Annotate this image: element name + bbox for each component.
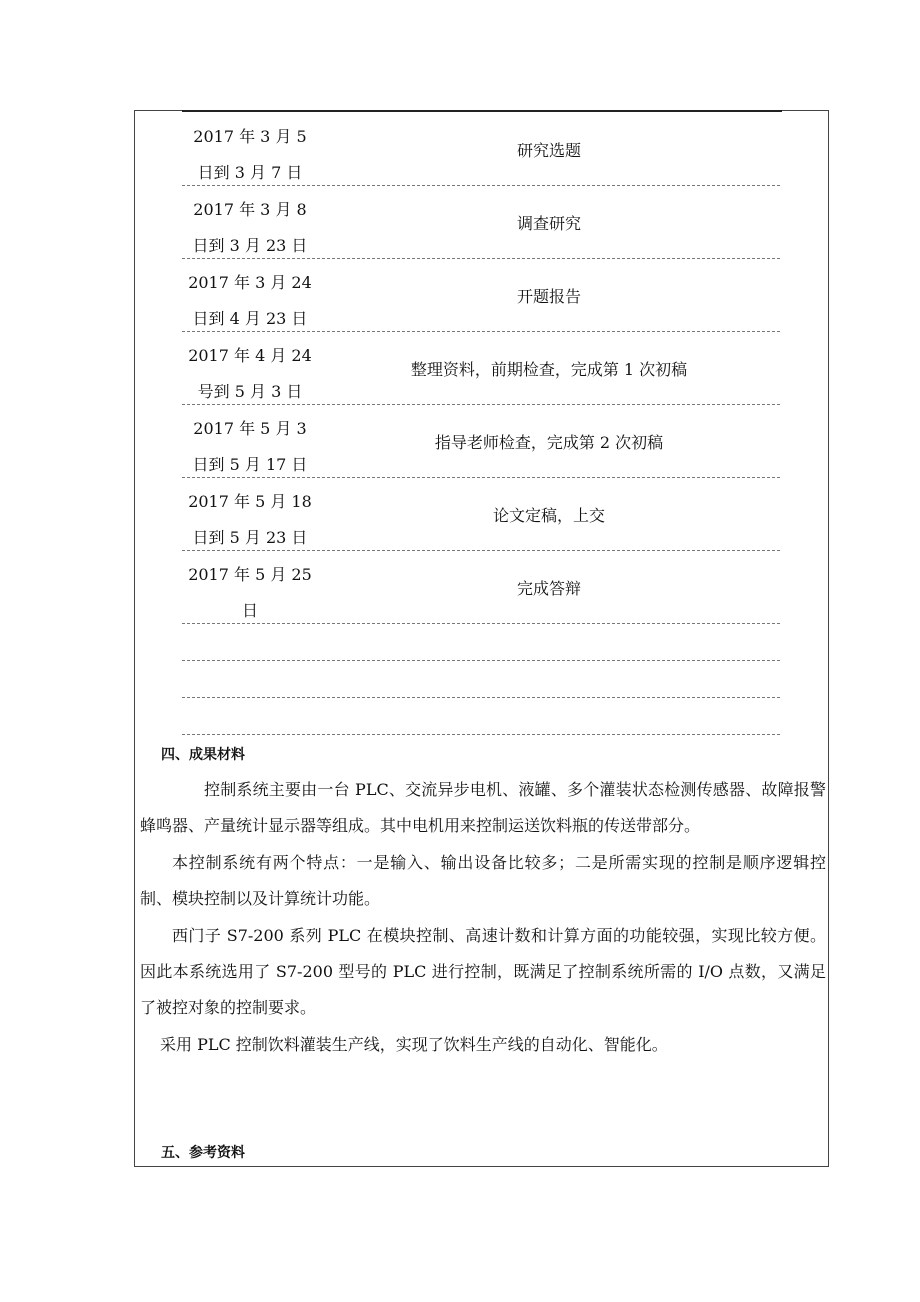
schedule-task: 论文定稿，上交 bbox=[492, 505, 605, 525]
paragraph: 西门子 S7-200 系列 PLC 在模块控制、高速计数和计算方面的功能较强，实现比较方便。因此本系统选用了 S7-200 型号的 PLC 进行控制，既满足了控制系统所需的 I/O 点数，又满足了被控对象的控制要求。 bbox=[140, 926, 826, 1017]
schedule-task: 指导老师检查，完成第 2 次初稿 bbox=[434, 432, 664, 452]
schedule-task: 研究选题 bbox=[516, 140, 581, 160]
schedule-row bbox=[182, 551, 780, 624]
schedule-task: 调查研究 bbox=[516, 213, 581, 233]
schedule-date: 2017 年 5 月 25 日 bbox=[188, 565, 312, 620]
schedule-task: 整理资料，前期检查，完成第 1 次初稿 bbox=[410, 359, 688, 379]
schedule-row bbox=[182, 478, 780, 551]
section-4-content bbox=[140, 772, 826, 1064]
schedule-date: 2017 年 3 月 8 日到 3 月 23 日 bbox=[192, 200, 308, 255]
schedule-row bbox=[182, 186, 780, 259]
schedule-row bbox=[182, 332, 780, 405]
section-4-heading: 四、成果材料 bbox=[161, 747, 245, 763]
schedule-empty-row bbox=[182, 698, 780, 735]
schedule-top-rule bbox=[182, 110, 782, 112]
schedule-date: 2017 年 3 月 24 日到 4 月 23 日 bbox=[188, 273, 312, 328]
schedule-date: 2017 年 5 月 3 日到 5 月 17 日 bbox=[192, 419, 308, 474]
schedule-task: 完成答辩 bbox=[516, 578, 581, 598]
schedule-task: 开题报告 bbox=[516, 286, 581, 306]
schedule-row bbox=[182, 259, 780, 332]
paragraph: 采用 PLC 控制饮料灌装生产线，实现了饮料生产线的自动化、智能化。 bbox=[160, 1035, 668, 1054]
section-5-heading: 五、参考资料 bbox=[161, 1145, 245, 1161]
schedule-date: 2017 年 5 月 18 日到 5 月 23 日 bbox=[188, 492, 312, 547]
schedule-date: 2017 年 3 月 5 日到 3 月 7 日 bbox=[193, 127, 307, 182]
schedule-row bbox=[182, 405, 780, 478]
paragraph: 本控制系统有两个特点：一是输入、输出设备比较多；二是所需实现的控制是顺序逻辑控制、模块控制以及计算统计功能。 bbox=[140, 853, 826, 908]
schedule-date: 2017 年 4 月 24 号到 5 月 3 日 bbox=[188, 346, 312, 401]
schedule-table bbox=[182, 113, 780, 735]
paragraph: 控制系统主要由一台 PLC、交流异步电机、液罐、多个灌装状态检测传感器、故障报警蜂鸣器、产量统计显示器等组成。其中电机用来控制运送饮料瓶的传送带部分。 bbox=[140, 780, 826, 835]
schedule-row bbox=[182, 113, 780, 186]
schedule-empty-row bbox=[182, 624, 780, 661]
schedule-empty-row bbox=[182, 661, 780, 698]
